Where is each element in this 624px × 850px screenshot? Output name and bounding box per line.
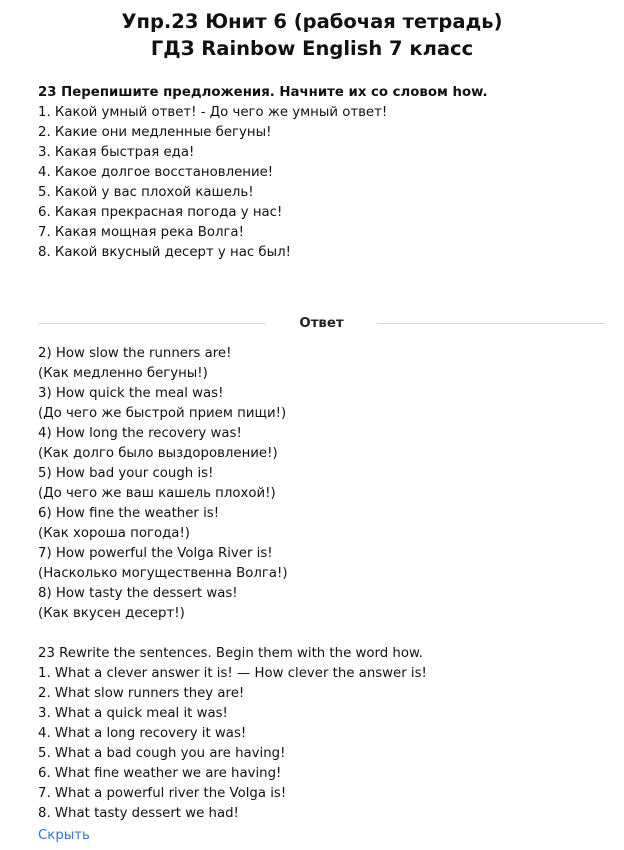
answer-line: (До чего же ваш кашель плохой!): [38, 486, 276, 501]
english-task-item: 7. What a powerful river the Volga is!: [38, 786, 287, 801]
answer-line: 8) How tasty the dessert was!: [38, 586, 238, 601]
answer-line: 5) How bad your cough is!: [38, 466, 214, 481]
answer-divider: [38, 314, 606, 332]
task-item: 5. Какой у вас плохой кашель!: [38, 185, 254, 200]
divider-rule-left: [38, 323, 266, 324]
title-line-book: ГДЗ Rainbow English 7 класс: [150, 37, 474, 60]
task-item: 2. Какие они медленные бегуны!: [38, 125, 272, 140]
task-item: 6. Какая прекрасная погода у нас!: [38, 205, 283, 220]
title-line-exercise: Упр.23 Юнит 6 (рабочая тетрадь): [121, 10, 503, 33]
english-task-item: 6. What fine weather we are having!: [38, 766, 282, 781]
answer-line: 6) How fine the weather is!: [38, 506, 220, 521]
english-task-heading: 23 Rewrite the sentences. Begin them with the word how.: [38, 646, 423, 661]
answer-label: Ответ: [299, 315, 344, 331]
answer-line: 2) How slow the runners are!: [38, 346, 232, 361]
answer-line: (Как медленно бегуны!): [38, 366, 208, 381]
answer-line: (Как вкусен десерт!): [38, 606, 185, 621]
hide-link[interactable]: Скрыть: [38, 828, 90, 843]
task-list: [38, 103, 606, 263]
task-item: 8. Какой вкусный десерт у нас был!: [38, 245, 291, 260]
answer-line: (Как долго было выздоровление!): [38, 446, 278, 461]
answer-line: (Как хороша погода!): [38, 526, 190, 541]
english-task: [38, 644, 606, 824]
answer-line: 3) How quick the meal was!: [38, 386, 224, 401]
task-item: 3. Какая быстрая еда!: [38, 145, 195, 160]
english-task-item: 4. What a long recovery it was!: [38, 726, 247, 741]
task-heading: 23 Перепишите предложения. Начните их со словом how.: [38, 85, 488, 100]
task-item: 1. Какой умный ответ! - До чего же умный ответ!: [38, 105, 388, 120]
task-item: 4. Какое долгое восстановление!: [38, 165, 274, 180]
english-task-item: 3. What a quick meal it was!: [38, 706, 228, 721]
answer-line: (До чего же быстрой прием пищи!): [38, 406, 287, 421]
english-task-item: 2. What slow runners they are!: [38, 686, 245, 701]
answer-line: 7) How powerful the Volga River is!: [38, 546, 273, 561]
english-task-item: 1. What a clever answer it is! — How clever the answer is!: [38, 666, 427, 681]
english-task-item: 5. What a bad cough you are having!: [38, 746, 286, 761]
answer-line: (Насколько могущественна Волга!): [38, 566, 288, 581]
answer-list: [38, 344, 606, 624]
divider-rule-right: [377, 323, 605, 324]
answer-line: 4) How long the recovery was!: [38, 426, 242, 441]
english-task-item: 8. What tasty dessert we had!: [38, 806, 239, 821]
page-title: [18, 8, 606, 62]
task-item: 7. Какая мощная река Волга!: [38, 225, 244, 240]
